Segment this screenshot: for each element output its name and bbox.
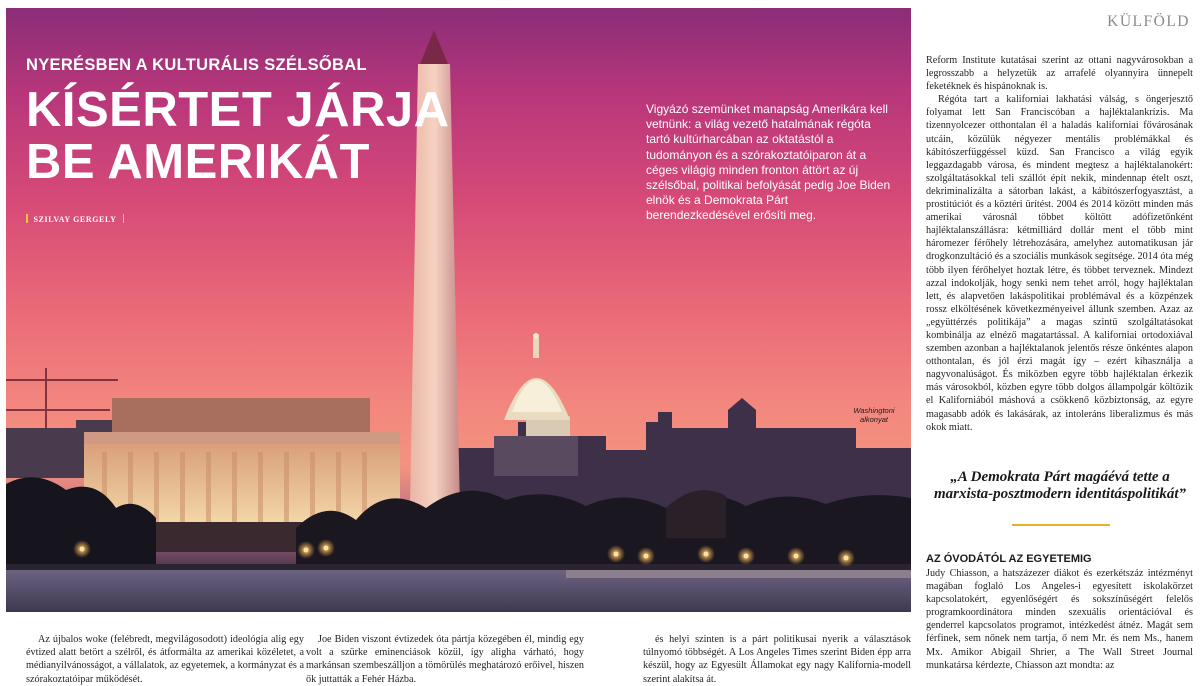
right-column-text	[926, 54, 1193, 450]
pull-quote: „A Demokrata Párt magáévá tette a marxista-posztmodern identitáspolitikát”	[933, 469, 1187, 503]
headline-line-2: BE AMERIKÁT	[26, 135, 370, 189]
bottom-column-1	[26, 633, 304, 685]
author-name: SZILVAY GERGELY	[33, 215, 117, 224]
bottom-column-2-text: Joe Biden viszont évtizedek óta pártja közegében él, mindig egy volt a szürke eminenciások közül, így aligha várható, hogy markánsan szembeszálljon a tömörülés meghatározó erőivel, hiszen ők juttatták a Fehér Házba.	[306, 634, 584, 685]
bottom-column-3-text: és helyi szinten is a párt politikusai nyerik a választások túlnyomó többségét. A Los Angeles Times szerint Biden épp arra készül, hogy az Egyesült Államokat egy nagy Kalifornia-modell szerint alakítsa át.	[643, 634, 911, 685]
bottom-column-3	[643, 633, 911, 685]
article-lead: Vigyázó szemünket manapság Amerikára kell vetnünk: a világ vezető hatalmának régóta tartó kultúrharcában az oktatástól a tudományon és a szórakoztatóiparon át a céges világig minden fronton áttört az új szélsőbal, politikai befolyását pedig Joe Biden elnök és a Demokrata Párt berendezkedésével erősíti meg.	[646, 102, 891, 223]
byline-divider-left	[26, 214, 28, 223]
section-label: KÜLFÖLD	[1107, 13, 1190, 30]
bottom-column-2	[306, 633, 584, 685]
article-kicker: NYERÉSBEN A KULTURÁLIS SZÉLSŐBAL	[26, 56, 367, 74]
hero-photo	[6, 8, 911, 612]
bottom-column-1-text: Az újbalos woke (felébredt, megvilágosodott) ideológia alig egy évtized alatt betört a szélről, és átformálta az amerikai közéletet, a médianyilvánosságot, a vállalatok, az egyetemek, a kormányzat és a szórakoztatóipar működését.	[26, 634, 304, 685]
right-column-continued	[926, 567, 1193, 675]
byline	[26, 214, 124, 224]
article-headline	[26, 84, 450, 188]
photo-caption: Washingtoni alkonyat	[853, 406, 895, 424]
pull-quote-rule	[1012, 524, 1110, 526]
right-paragraph-2: Régóta tart a kaliforniai lakhatási válság, s öngerjesztő folyamat lett San Franciscóban a hajléktalankrízis. Ma tizennyolcezer otthontalan él a haladás kaliforniai fővárosának utcáin, közülük négyezer mentális problémákkal és kábítószerfüggéssel küzd. San Francisco a világ egyik leggazdagabb városa, és mindent megtesz a hajléktalanokért: szolgáltatásokkal teli szállót épít nekik, mindennap ételt oszt, dekriminalizálta a sátorban lakást, a kábítószerfogyasztást, a prostitúciót és a köztéri ürítést. 2004 és 2014 között minden más amerikai városnál többet költött adófizetőnként hajléktalanszállásra: kétmilliárd dollár ment el több mint háromezer férőhely létrehozására, amelyhez automatikusan jár drogkonzultáció és a szociális munkások segítsége. 2014 óta még több ilyen férőhelyet hoztak létre, és többet terveznek. Mindezt azzal indokolják, hogy senki nem tehet arról, hogy hajléktalan lett, és alapvetően lakáspolitikai problémával és a közpénzek rossz elköltésének következményeivel állunk szemben. Azaz az „együttérzés politikája” a magas szintű szolgáltatásokat kombinálja az elnéző magatartással. A kaliforniai ortodoxiával szemben azonban a hajléktalanok jelentős része önkéntes alapon otthontalan, és jól érzi magát így – ezért kihasználja a nagyvonalúságot. És miközben egyre több hajléktalan érkezik más városokból, közben egyre több dolgos állampolgár költözik el Kaliforniából máshová a csökkenő közbiztonság, az egyre magasabb adók és lakásárak, az intoleráns liberalizmus és más okok miatt.	[926, 94, 1193, 433]
byline-divider-right	[123, 214, 125, 223]
right-paragraph-3: Judy Chiasson, a hatszázezer diákot és ezerkétszáz intézményt magában foglaló Los Angeles-i egyesített iskolakörzet kapcsolatokért, egyenlőségért és sokszínűségért felelős programkoordinátora minden szexuális orientációval és genderrel kapcsolatos programot, intézkedést átnéz. Magát sem férfinek, sem nőnek nem tartja, ő nem Mr. és nem Ms., hanem Mx. Amikor Abigail Shrier, a The Wall Street Journal munkatársa kérdezte, Chiasson azt mondta: az	[926, 568, 1193, 671]
subheading: AZ ÓVODÁTÓL AZ EGYETEMIG	[926, 553, 1092, 565]
right-paragraph-1: Reform Institute kutatásai szerint az ottani nagyvárosokban a legrosszabb a helyzetük az arrafelé olyannyira ünnepelt feketéknek és hispánoknak is.	[926, 55, 1193, 93]
headline-line-1: KÍSÉRTET JÁRJA	[26, 83, 450, 137]
